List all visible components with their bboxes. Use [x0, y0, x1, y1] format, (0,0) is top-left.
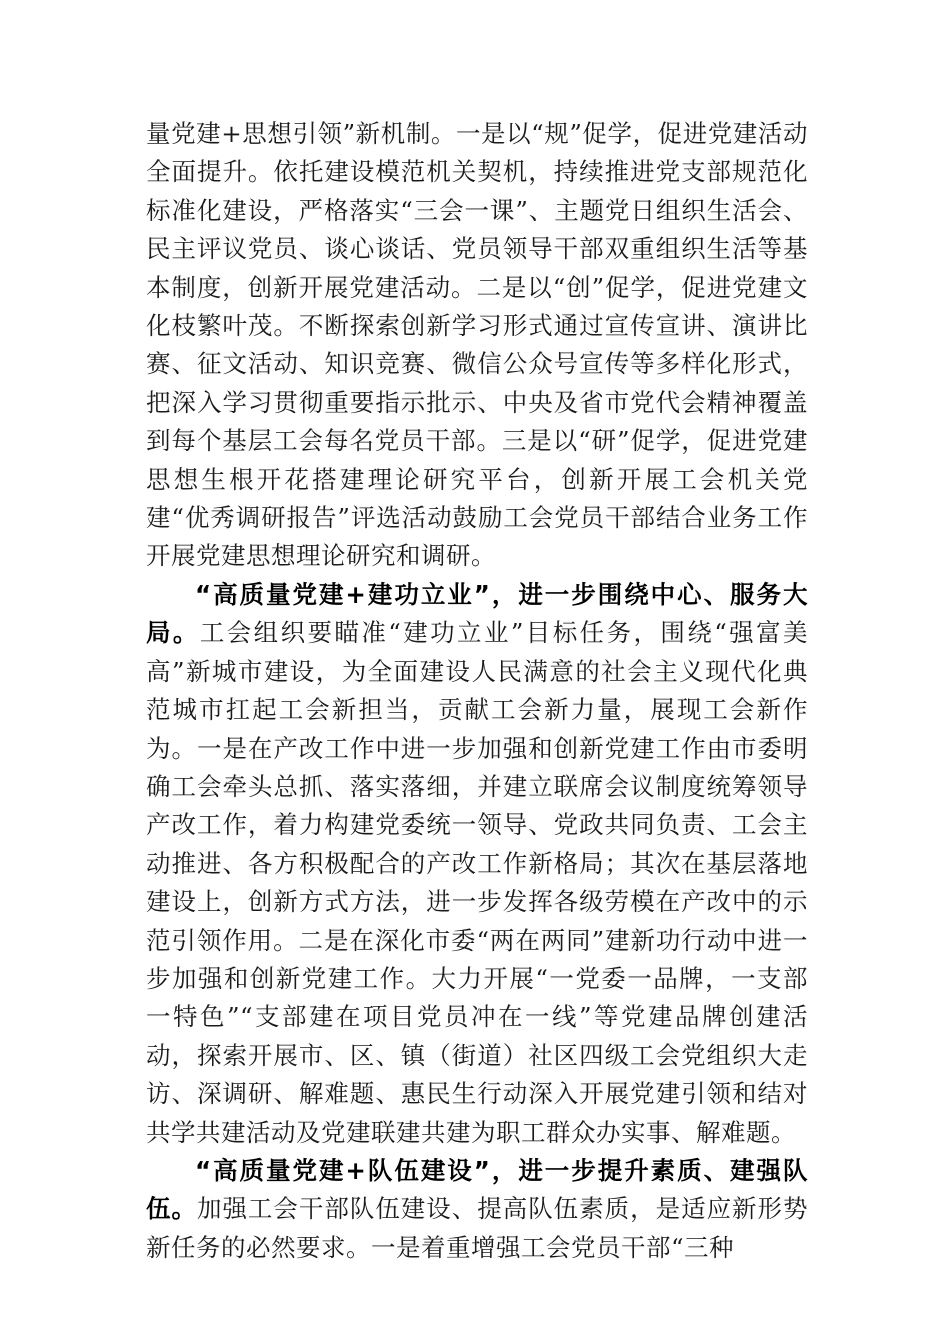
paragraph-team-building: [146, 1152, 808, 1267]
paragraph-text: 工会组织要瞄准“建功立业”目标任务，围绕“强富美高”新城市建设，为全面建设人民满意的社会主义现代化典范城市扛起工会新担当，贡献工会新力量，展现工会新作为。一是在产改工作中进一步加强和创新党建工作由市委明确工会牵头总抓、落实落细，并建立联席会议制度统筹领导产改工作，着力构建党委统一领导、党政共同负责、工会主动推进、各方积极配合的产改工作新格局；其次在基层落地建设上，创新方式方法，进一步发挥各级劳模在产改中的示范引领作用。二是在深化市委“两在两同”建新功行动中进一步加强和创新党建工作。大力开展“一党委一品牌，一支部一特色”“支部建在项目党员冲在一线”等党建品牌创建活动，探索开展市、区、镇（街道）社区四级工会党组织大走访、深调研、解难题、惠民生行动深入开展党建引领和结对共学共建活动及党建联建共建为职工群众办实事、解难题。: [146, 618, 809, 1147]
paragraph-text: 量党建+思想引领”新机制。一是以“规”促学，促进党建活动全面提升。依托建设模范机关契机，持续推进党支部规范化标准化建设，严格落实“三会一课”、主题党日组织生活会、民主评议党员、谈心谈话、党员领导干部双重组织生活等基本制度，创新开展党建活动。二是以“创”促学，促进党建文化枝繁叶茂。不断探索创新学习形式通过宣传宣讲、演讲比赛、征文活动、知识竞赛、微信公众号宣传等多样化形式，把深入学习贯彻重要指示批示、中央及省市党代会精神覆盖到每个基层工会每名党员干部。三是以“研”促学，促进党建思想生根开花搭建理论研究平台，创新开展工会机关党建“优秀调研报告”评选活动鼓励工会党员干部结合业务工作开展党建思想理论研究和调研。: [146, 119, 808, 571]
document-body: [146, 115, 808, 1267]
paragraph-heading: “高质量党建+建功立业”，进一步围绕中心、服务大局。: [146, 579, 808, 648]
paragraph-build-merits: [146, 576, 808, 1152]
paragraph-text: 加强工会干部队伍建设、提高队伍素质，是适应新形势新任务的必然要求。一是着重增强工会党员干部“三种: [146, 1194, 809, 1262]
paragraph-heading: “高质量党建+队伍建设”，进一步提升素质、建强队伍。: [146, 1155, 808, 1224]
paragraph-continuation: [146, 115, 808, 576]
